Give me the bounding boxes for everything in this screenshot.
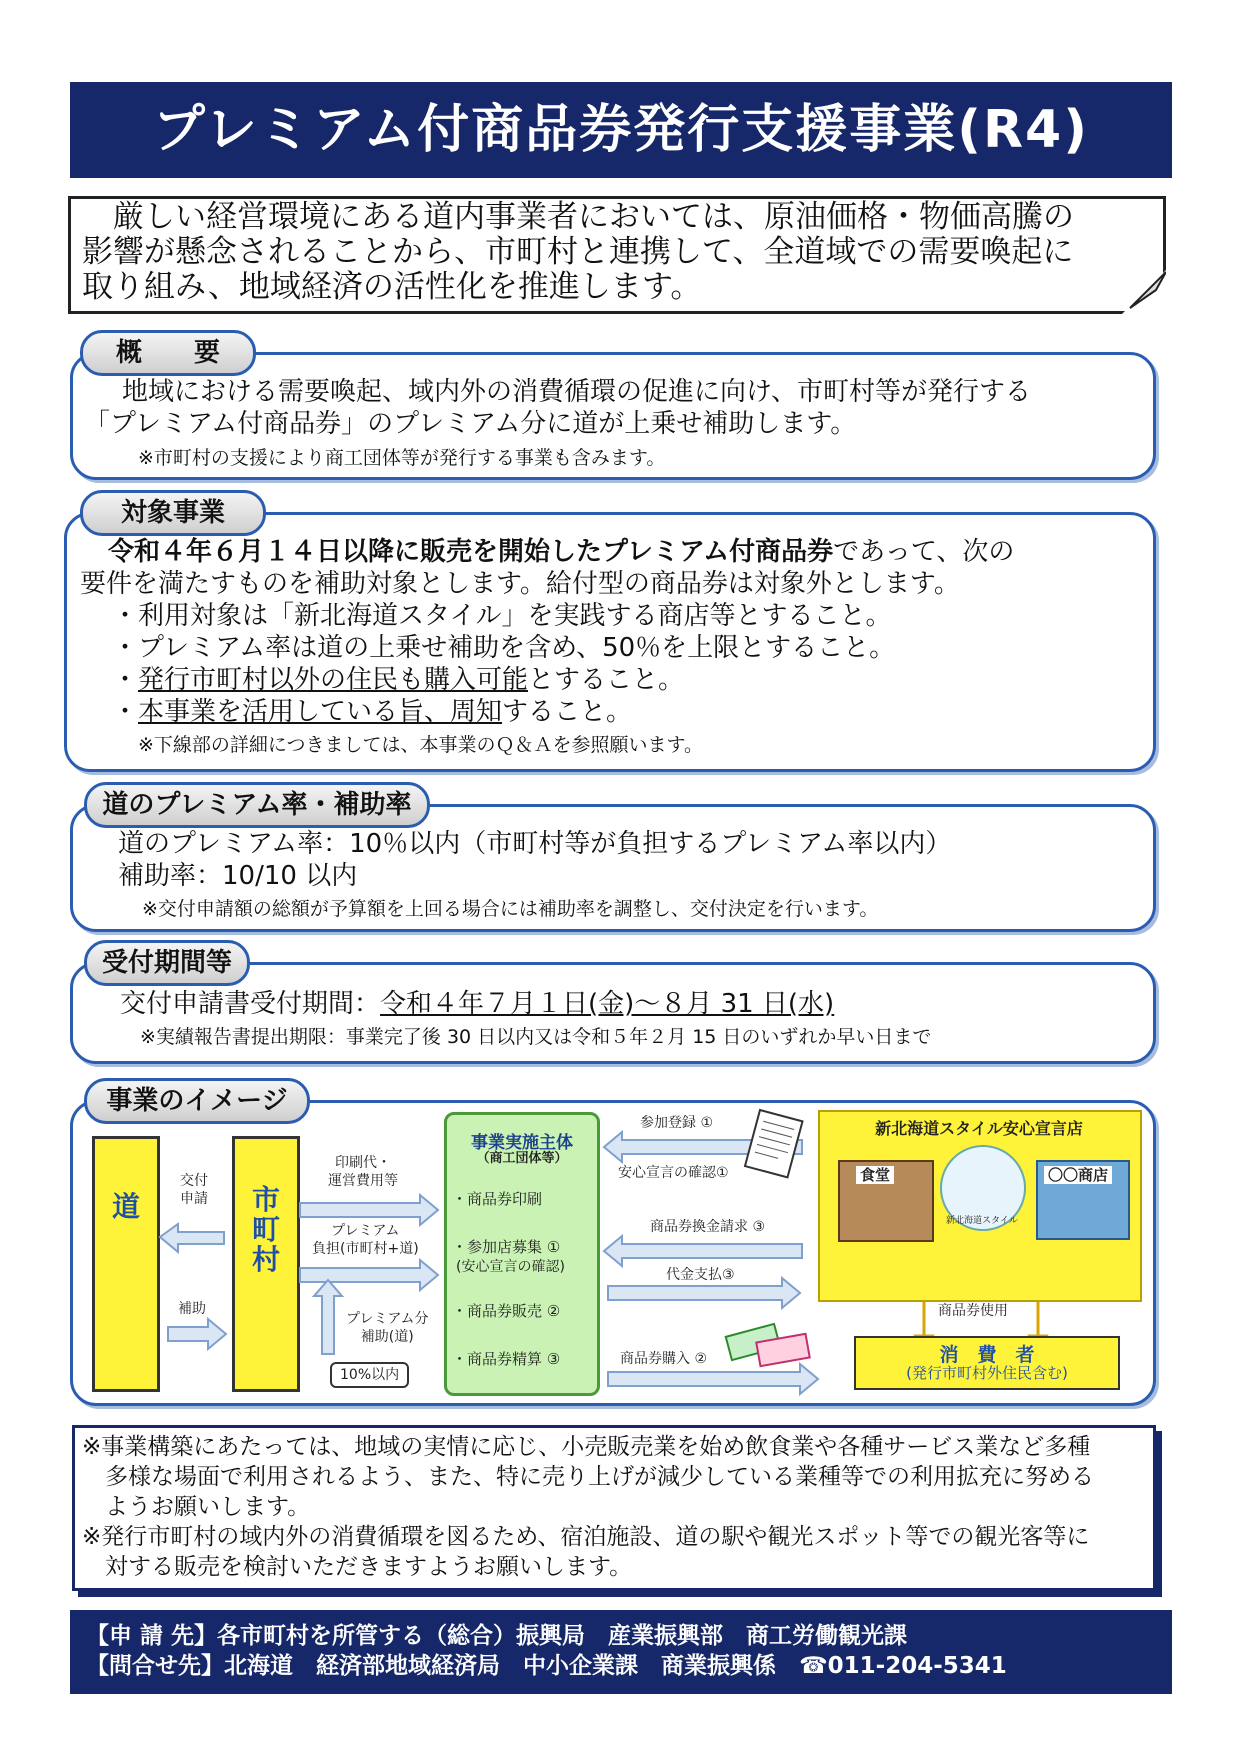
overview-note: ※市町村の支援により商工団体等が発行する事業も含みます。 — [138, 447, 666, 469]
arrow-label: 参加登録 ① — [640, 1115, 714, 1131]
premium-subsidy-label: プレミアム分 補助(道) — [346, 1311, 429, 1345]
store-panel-title: 新北海道スタイル安心宣言店 — [875, 1119, 1083, 1138]
logo-label: 新北海道スタイル — [946, 1216, 1018, 1226]
entity-item: ・商品券精算 ③ — [452, 1350, 561, 1368]
hokkaido-label: 道 — [111, 1190, 140, 1223]
document-icon — [745, 1110, 803, 1177]
period-tab: 受付期間等 — [84, 940, 250, 986]
note-line: ようお願いします。 — [82, 1494, 311, 1520]
rate-line: 補助率：10/10 以内 — [118, 861, 358, 891]
entity-title: 事業実施主体 — [471, 1133, 573, 1153]
rate-tab: 道のプレミアム率・補助率 — [84, 782, 430, 828]
subsidy-label: 補助 — [178, 1301, 206, 1317]
target-line: 令和４年６月１４日以降に販売を開始したプレミアム付商品券であって、次の — [108, 537, 1015, 567]
overview-line: 地域における需要喚起、域内外の消費循環の促進に向け、市町村等が発行する — [96, 377, 1031, 407]
image-tab: 事業のイメージ — [84, 1078, 310, 1124]
overview-tab: 概 要 — [80, 330, 256, 376]
note-line: ※事業構築にあたっては、地域の実情に応じ、小売販売業を始め飲食業や各種サービス業など多種 — [82, 1434, 1091, 1460]
target-bullet: ・利用対象は「新北海道スタイル」を実践する商店等とすること。 — [112, 601, 892, 631]
entity-item-sub: (安心宣言の確認) — [456, 1259, 565, 1275]
page-title: プレミアム付商品券発行支援事業(R4) — [152, 100, 1090, 160]
arrow-label: 安心宣言の確認① — [618, 1165, 729, 1181]
entity-item: ・商品券印刷 — [452, 1190, 543, 1208]
use-label: 商品券使用 — [938, 1303, 1008, 1319]
shop-label: 〇〇商店 — [1044, 1166, 1112, 1184]
printing-cost-label: 印刷代・ 運営費用等 — [328, 1155, 398, 1189]
intro-line: 取り組み、地域経済の活性化を推進します。 — [82, 269, 702, 305]
target-line: 要件を満たすものを補助対象とします。給付型の商品券は対象外とします。 — [80, 569, 960, 599]
note-line: ※発行市町村の域内外の消費循環を図るため、宿泊施設、道の駅や観光スポット等での観光客等に — [82, 1524, 1090, 1550]
target-bullet: ・プレミアム率は道の上乗せ補助を含め、50％を上限とすること。 — [112, 633, 896, 663]
overview-line: 「プレミアム付商品券」のプレミアム分に道が上乗せ補助します。 — [84, 409, 857, 439]
target-bullet: ・本事業を活用している旨、周知すること。 — [112, 697, 633, 727]
period-line: 交付申請書受付期間：令和４年７月１日(金)〜８月 31 日(水) — [120, 989, 835, 1019]
rate-note: ※交付申請額の総額が予算額を上回る場合には補助率を調整し、交付決定を行います。 — [142, 898, 879, 920]
arrow-label: 代金支払③ — [666, 1267, 735, 1283]
consumer-label: 消 費 者 — [939, 1344, 1035, 1366]
entity-item: ・参加店募集 ① — [452, 1238, 561, 1256]
footer-line: 【申 請 先】各市町村を所管する（総合）振興局 産業振興部 商工労働観光課 — [86, 1623, 908, 1649]
arrow-label: 商品券購入 ② — [620, 1351, 708, 1367]
target-note: ※下線部の詳細につきましては、本事業のＱ＆Ａを参照願います。 — [138, 734, 704, 756]
note-line: 対する販売を検討いただきますようお願いします。 — [82, 1554, 633, 1580]
arrow-label: 商品券換金請求 ③ — [650, 1219, 766, 1235]
note-line: 多様な場面で利用されるよう、また、特に売り上げが減少している業種等での利用拡充に努める — [82, 1464, 1094, 1490]
municipality-label: 市町村 — [251, 1183, 280, 1276]
voucher-icon — [726, 1324, 810, 1366]
consumer-sublabel: (発行市町村外住民含む) — [906, 1364, 1068, 1382]
rate-line: 道のプレミアム率：10％以内（市町村等が負担するプレミアム率以内） — [118, 829, 952, 859]
footer-line: 【問合せ先】北海道 経済部地域経済局 中小企業課 商業振興係 ☎011-204-5341 — [86, 1653, 1007, 1679]
target-tab: 対象事業 — [80, 490, 266, 536]
grant-application-label: 交付 申請 — [180, 1173, 208, 1207]
entity-item: ・商品券販売 ② — [452, 1302, 561, 1320]
period-note: ※実績報告書提出期限：事業完了後 30 日以内又は令和５年２月 15 日のいずれか早い日まで — [140, 1026, 932, 1048]
entity-subtitle: （商工団体等） — [476, 1151, 568, 1166]
premium-burden-label: プレミアム 負担(市町村+道) — [312, 1223, 419, 1257]
intro-line: 厳しい経営環境にある道内事業者においては、原油価格・物価高騰の — [82, 199, 1074, 235]
intro-line: 影響が懸念されることから、市町村と連携して、全道域での需要喚起に — [82, 234, 1074, 270]
target-bullet: ・発行市町村以外の住民も購入可能とすること。 — [112, 665, 685, 695]
restaurant-label: 食堂 — [856, 1166, 894, 1184]
percent-badge: 10%以内 — [330, 1362, 409, 1388]
